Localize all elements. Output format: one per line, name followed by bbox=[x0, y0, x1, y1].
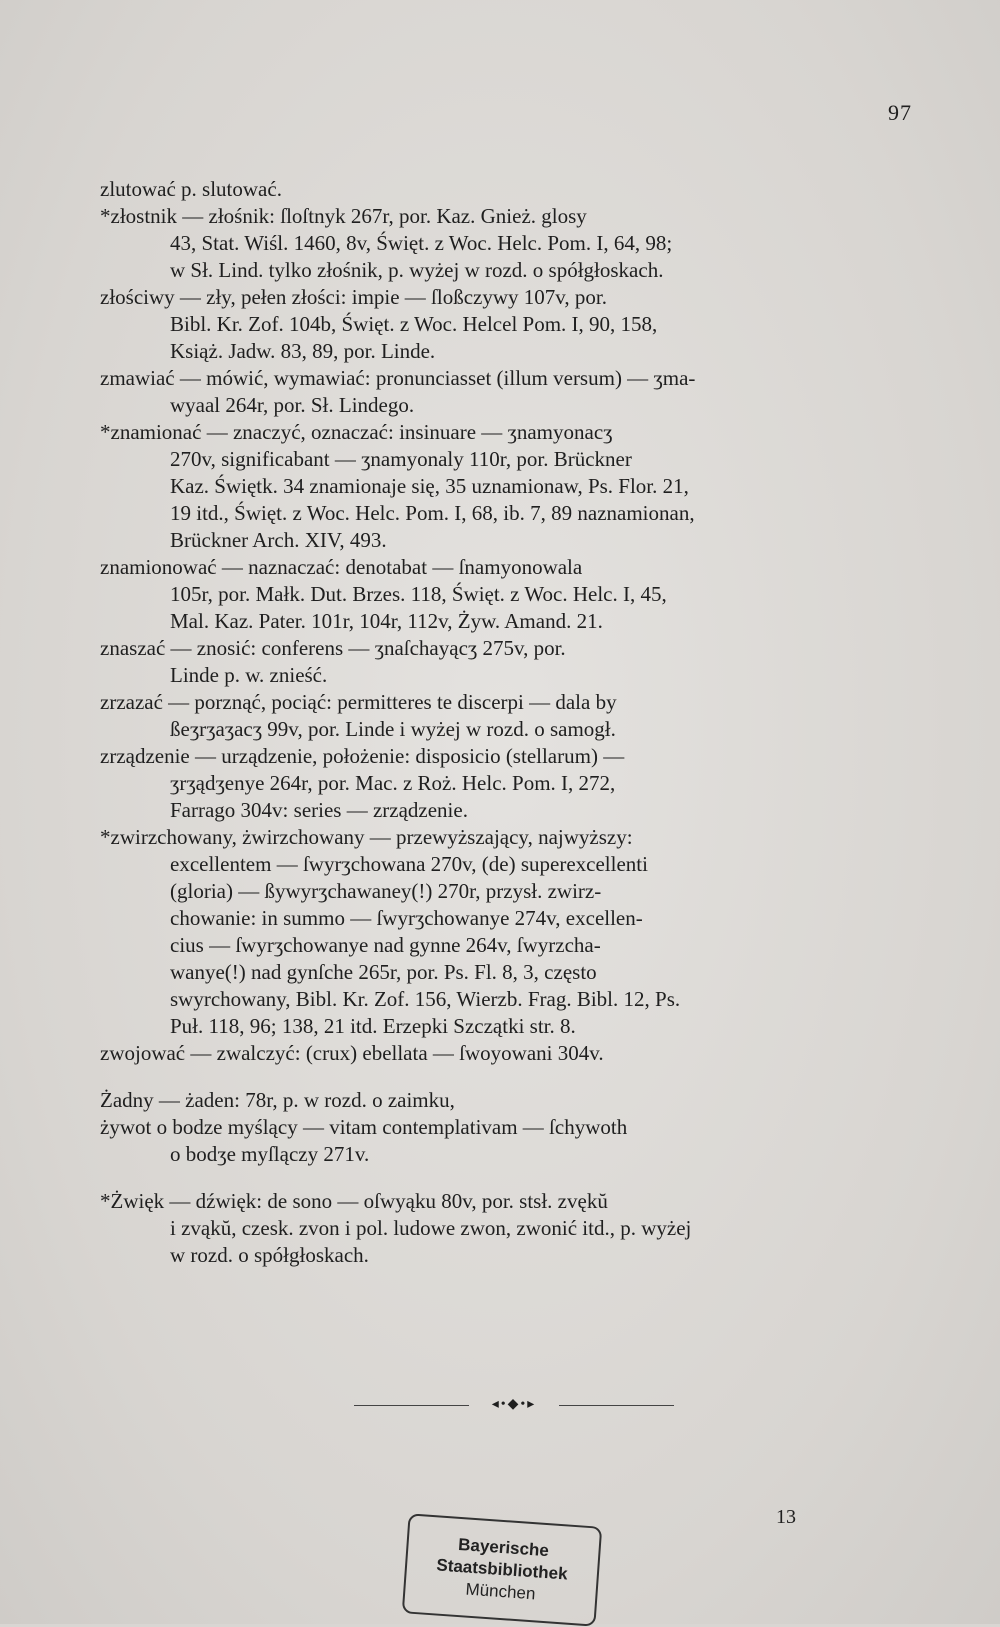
entry-line: zwojować — zwalczyć: (crux) ebellata — ſwoyowani 304v. bbox=[100, 1041, 604, 1065]
entry-line: Bibl. Kr. Zof. 104b, Święt. z Woc. Helcel Pom. I, 90, 158, bbox=[170, 312, 658, 336]
entry-line: chowanie: in summo — ſwyrʒchowanye 274v, excellen- bbox=[170, 906, 643, 930]
library-stamp bbox=[402, 1513, 603, 1626]
printer-signature: 13 bbox=[776, 1506, 796, 1528]
entry-zywot bbox=[100, 1114, 918, 1168]
entry-line: Puł. 118, 96; 138, 21 itd. Erzepki Szczątki str. 8. bbox=[170, 1014, 576, 1038]
entry-line: swyrchowany, Bibl. Kr. Zof. 156, Wierzb. Frag. Bibl. 12, Ps. bbox=[170, 987, 681, 1011]
entry-line: znaszać — znosić: conferens — ʒnaſchayącʒ 275v, por. bbox=[100, 636, 566, 660]
entry-line: (gloria) — ßywyrʒchawaney(!) 270r, przysł. zwirz- bbox=[170, 879, 602, 903]
entry-line: w rozd. o spółgłoskach. bbox=[170, 1243, 369, 1267]
ornament-rule-left bbox=[354, 1405, 469, 1406]
entry-znamionac bbox=[100, 419, 918, 554]
entry-line: 270v, significabant — ʒnamyonaly 110r, por. Brückner bbox=[170, 447, 632, 471]
entry-zlostnik bbox=[100, 203, 918, 284]
ornament-rule-right bbox=[559, 1405, 674, 1406]
entry-line: o bodʒe myſlączy 271v. bbox=[170, 1142, 370, 1166]
entry-line: wyaal 264r, por. Sł. Lindego. bbox=[170, 393, 415, 417]
ornament-glyphs: ◂•◆•▸ bbox=[491, 1397, 537, 1412]
entry-line: ßeʒrʒaʒacʒ 99v, por. Linde i wyżej w rozd. o samogł. bbox=[170, 717, 616, 741]
section-gap bbox=[100, 1168, 918, 1188]
entry-zwirzchowany bbox=[100, 824, 918, 1040]
entry-line: zrzazać — porznąć, pociąć: permitteres te discerpi — dala by bbox=[100, 690, 617, 714]
entry-line: ʒrʒądʒenye 264r, por. Mac. z Roż. Helc. Pom. I, 272, bbox=[170, 771, 616, 795]
entry-zlutowac bbox=[100, 176, 918, 203]
entry-line: Farrago 304v: series — zrządzenie. bbox=[170, 798, 468, 822]
entry-znaszac bbox=[100, 635, 918, 689]
entry-line: w Sł. Lind. tylko złośnik, p. wyżej w rozd. o spółgłoskach. bbox=[170, 258, 664, 282]
entry-zwojowac bbox=[100, 1040, 918, 1067]
page-number: 97 bbox=[888, 100, 912, 125]
entry-line: Książ. Jadw. 83, 89, por. Linde. bbox=[170, 339, 436, 363]
entry-line: 19 itd., Święt. z Woc. Helc. Pom. I, 68, ib. 7, 89 naznamionan, bbox=[170, 501, 695, 525]
entry-line: zrządzenie — urządzenie, położenie: disposicio (stellarum) — bbox=[100, 744, 625, 768]
entry-line: *zwirzchowany, żwirzchowany — przewyższający, najwyższy: bbox=[100, 825, 633, 849]
entry-zadny bbox=[100, 1087, 918, 1114]
entry-line: cius — ſwyrʒchowanye nad gynne 264v, ſwyrzcha- bbox=[170, 933, 601, 957]
entry-line: excellentem — ſwyrʒchowana 270v, (de) superexcellenti bbox=[170, 852, 648, 876]
entry-zwiek bbox=[100, 1188, 918, 1269]
entry-line: Linde p. w. znieść. bbox=[170, 663, 328, 687]
entry-line: wanye(!) nad gynſche 265r, por. Ps. Fl. 8, 3, często bbox=[170, 960, 597, 984]
entry-line: Kaz. Świętk. 34 znamionaje się, 35 uznamionaw, Ps. Flor. 21, bbox=[170, 474, 689, 498]
entry-line: *znamionać — znaczyć, oznaczać: insinuare — ʒnamyonacʒ bbox=[100, 420, 613, 444]
entry-zmawiac bbox=[100, 365, 918, 419]
section-end-ornament bbox=[354, 1396, 674, 1416]
stamp-line-3: München bbox=[464, 1579, 537, 1604]
entry-line: 43, Stat. Wiśl. 1460, 8v, Święt. z Woc. Helc. Pom. I, 64, 98; bbox=[170, 231, 673, 255]
entry-line: i zvąkŭ, czesk. zvon i pol. ludowe zwon, zwonić itd., p. wyżej bbox=[170, 1216, 692, 1240]
entry-line: Mal. Kaz. Pater. 101r, 104r, 112v, Żyw. Amand. 21. bbox=[170, 609, 603, 633]
entry-line: złościwy — zły, pełen złości: impie — ſloßczywy 107v, por. bbox=[100, 285, 608, 309]
stamp-line-1: Bayerische bbox=[457, 1534, 550, 1561]
entry-line: znamionować — naznaczać: denotabat — ſnamyonowala bbox=[100, 555, 583, 579]
entry-line: 105r, por. Małk. Dut. Brzes. 118, Święt. z Woc. Helc. I, 45, bbox=[170, 582, 667, 606]
entry-line: Brückner Arch. XIV, 493. bbox=[170, 528, 387, 552]
entry-zlosciwy bbox=[100, 284, 918, 365]
stamp-line-2: Staatsbibliothek bbox=[435, 1555, 569, 1584]
entry-zrzazac bbox=[100, 689, 918, 743]
entry-zrzadzenie bbox=[100, 743, 918, 824]
entry-line: żywot o bodze myślący — vitam contemplativam — ſchywoth bbox=[100, 1115, 628, 1139]
entry-line: zlutować p. slutować. bbox=[100, 177, 282, 201]
entry-line: Żadny — żaden: 78r, p. w rozd. o zaimku, bbox=[100, 1088, 455, 1112]
entry-line: *złostnik — złośnik: ſloſtnyk 267r, por. Kaz. Gnież. glosy bbox=[100, 204, 587, 228]
dictionary-entries bbox=[100, 176, 918, 1269]
entry-line: *Żwięk — dźwięk: de sono — oſwyąku 80v, por. stsł. zvękŭ bbox=[100, 1189, 608, 1213]
entry-znamionowac bbox=[100, 554, 918, 635]
section-gap bbox=[100, 1067, 918, 1087]
entry-line: zmawiać — mówić, wymawiać: pronunciasset (illum versum) — ʒma- bbox=[100, 366, 696, 390]
